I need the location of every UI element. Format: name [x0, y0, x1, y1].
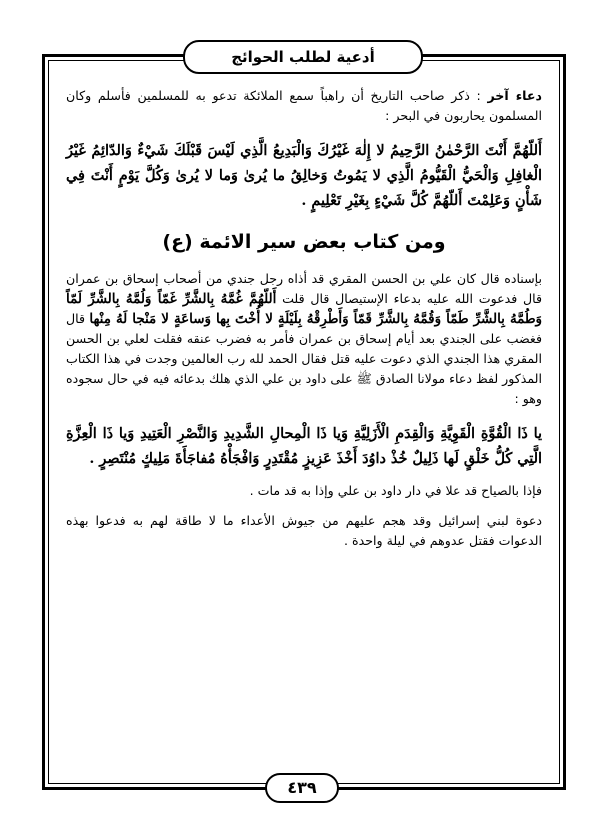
- running-header-title: أدعية لطلب الحوائج: [231, 48, 375, 66]
- narration-paragraph: [66, 269, 542, 409]
- section-label: دعاء آخر: [487, 88, 542, 103]
- narration-intro: بإسناده قال كان علي بن الحسن المقري قد أذاه رجل جندي من أصحاب إسحاق بن عمران قال فدعوت الله عليه بدعاء الإستيصال قال قلت: [66, 271, 542, 306]
- page-number-tab: [265, 773, 339, 803]
- intro-paragraph: [66, 86, 542, 126]
- section-heading: ومن كتاب بعض سير الائمة (ع): [162, 231, 446, 253]
- page-content: [66, 86, 542, 551]
- running-header: [183, 40, 423, 74]
- closing-paragraph: دعوة لبني إسرائيل وقد هجم عليهم من جيوش الأعداء ما لا طاقة لهم به فدعوا بهذه الدعوات فقتل عدوهم في ليلة واحدة .: [66, 513, 542, 548]
- intro-text: : ذكر صاحب التاريخ أن راهباً سمع الملائكة تدعو به للمسلمين فأسلم وكان المسلمون يحاربون في البحر :: [66, 88, 542, 123]
- supplication-text-1: أَللّهُمَّ أَنْتَ الرَّحْمٰنُ الرَّحِيمُ لا إِلٰهَ غَيْرُكَ وَالْبَدِيعُ الَّذِي لَيْسَ قَبْلَكَ شَيْءٌ وَالدّائِمُ غَيْرُ الْغافِلِ وَالْحَيُّ الْقَيُّومُ الَّذِي لا يَمُوتُ وَخالِقُ ما يُرىٰ وَما لا يُرىٰ وَكُلَّ يَوْمٍ أَنْتَ فِي شَأْنٍ وَعَلِمْتَ أَللّهُمَّ كُلَّ شَيْءٍ بِغَيْرِ تَعْلِيمٍ .: [66, 142, 542, 209]
- page-number: ٤٣٩: [287, 778, 317, 797]
- supplication-text-2: يا ذَا الْقُوَّةِ الْقَوِيَّةِ وَالْقِدَمِ الْأَزَلِيَّةِ وَيا ذَا الْمِحالِ الشَّدِيدِ وَالنَّصْرِ الْعَتِيدِ وَيا ذَا الْعِزَّةِ الَّتِي كُلُّ خَلْقٍ لَها ذَلِيلٌ خُذْ داوُدَ أَخْذَ عَزِيزٍ مُقْتَدِرٍ وَافْجَأْهُ مُفاجَأَةَ مَلِيكٍ مُنْتَصِرٍ .: [66, 425, 542, 467]
- outcome-paragraph: فإذا بالصياح قد علا في دار داود بن علي وإذا به قد مات .: [249, 483, 542, 498]
- inline-supplication: أَللّهُمَّ غُمَّهُ بِالشَّرِّ غَمّاً وَلُمَّهُ بِالشَّرِّ لَمّاً وَطُمَّهُ بِالشَّرِّ طَمّاً وَقُمَّهُ بِالشَّرِّ قَمّاً وَأَطْرِقْهُ بِلَيْلَةٍ لا أُخْتَ بِها وَساعَةٍ لا مَنْجا لَهُ مِنْها: [66, 291, 542, 327]
- narration-continuation: قال فغضب على الجندي بعد أيام إسحاق بن عمران فأمر به فضرب عنقه فقلت لعلي بن الحسن المقري هذا الجندي الذي دعوت عليه قتل فقال الحمد لله رب العالمين وجدت في هذا الكتاب المذكور لفظ دعاء مولانا الصادق ﷺ على داود بن علي الذي هلك بدعائه فيه في حال سجوده وهو :: [66, 311, 542, 406]
